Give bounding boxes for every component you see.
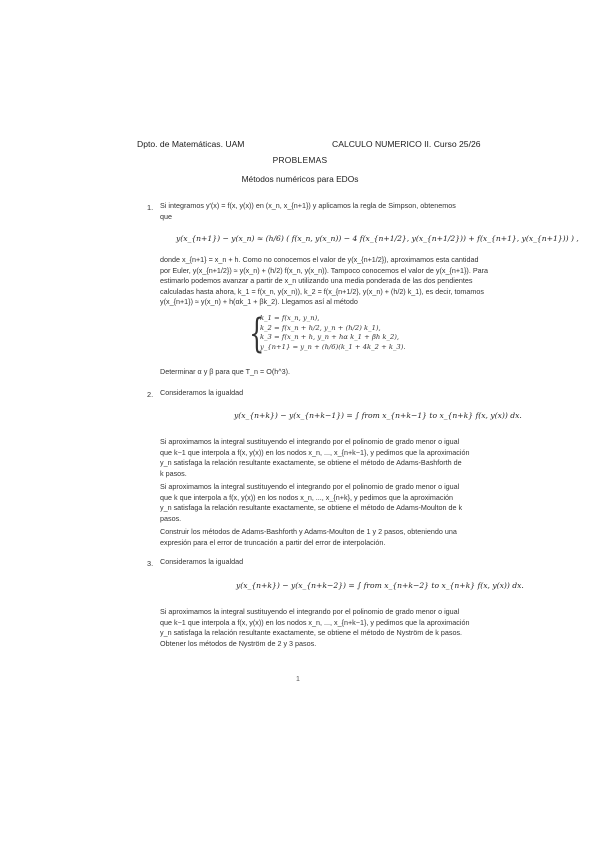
problem-1-explanation bbox=[160, 255, 488, 308]
text-line: que k−1 que interpola a f(x, y(x)) en los nodos x_n, ..., x_{n+k−1}, y pedimos que la aproximación bbox=[160, 617, 470, 627]
text-line: pasos. bbox=[160, 513, 182, 523]
text-line: que k que interpola a f(x, y(x)) en los nodos x_n, ..., x_{n+k}, y pedimos que la aproximación bbox=[160, 492, 454, 502]
text-line: y_n satisfaga la relación resultante exactamente, se obtiene el método de Nyström de k pasos. bbox=[160, 628, 463, 638]
problem-2-paragraph-1 bbox=[160, 437, 469, 479]
text-line: que k−1 que interpola a f(x, y(x)) en los nodos x_n, ..., x_{n+k−1}, y pedimos que la aproximación bbox=[160, 447, 470, 457]
text-line: Obtener los métodos de Nyström de 2 y 3 pasos. bbox=[160, 638, 317, 648]
system-line: k_2 = f(x_n + h/2, y_n + (h/2) k_1), bbox=[260, 323, 381, 332]
text-line: Si aproximamos la integral sustituyendo el integrando por el polinomio de grado menor o igual bbox=[160, 437, 460, 446]
page-number: 1 bbox=[296, 676, 300, 683]
text-line: y_n satisfaga la relación resultante exactamente, se obtiene el método de Adams-Bashforth de bbox=[160, 458, 462, 468]
system-line: y_{n+1} = y_n + (h/6)(k_1 + 4k_2 + k_3). bbox=[260, 342, 406, 351]
problem-2-intro: Consideramos la igualdad bbox=[160, 388, 244, 397]
text-line: donde x_{n+1} = x_n + h. Como no conocemos el valor de y(x_{n+1/2}), aproximamos esta cantidad bbox=[160, 255, 479, 264]
problem-3-equation: y(x_{n+k}) − y(x_{n+k−2}) = ∫ from x_{n+k−2} to x_{n+k} f(x, y(x)) dx. bbox=[236, 581, 524, 590]
problem-2-paragraph-3 bbox=[160, 527, 457, 548]
page-subtitle: Métodos numéricos para EDOs bbox=[241, 174, 359, 184]
problem-1-closing: Determinar α y β para que T_n = O(h^3). bbox=[160, 367, 290, 376]
text-line: que bbox=[160, 211, 172, 221]
page-title: PROBLEMAS bbox=[272, 155, 328, 165]
text-line: expresión para el error de truncación a partir del error de interpolación. bbox=[160, 537, 386, 547]
text-line: calculadas hasta ahora, k_1 = f(x_n, y(x_n)), k_2 = f(x_{n+1/2}, y(x_n) + (h/2) k_1), es decir, tomamos bbox=[160, 286, 484, 296]
problem-3-number: 3. bbox=[147, 559, 154, 568]
problem-1-number: 1. bbox=[147, 203, 154, 212]
problem-3-intro: Consideramos la igualdad bbox=[160, 557, 244, 566]
problem-2-equation: y(x_{n+k}) − y(x_{n+k−1}) = ∫ from x_{n+k−1} to x_{n+k} f(x, y(x)) dx. bbox=[234, 411, 522, 420]
problem-1-system bbox=[260, 314, 406, 352]
text-line: Si integramos y'(x) = f(x, y(x)) en (x_n, x_{n+1}) y aplicamos la regla de Simpson, obtenemos bbox=[160, 201, 456, 210]
problem-2-number: 2. bbox=[147, 390, 154, 399]
header-right: CALCULO NUMERICO II. Curso 25/26 bbox=[332, 139, 481, 149]
system-line: k_1 = f(x_n, y_n), bbox=[260, 314, 320, 322]
problem-2-paragraph-2 bbox=[160, 482, 462, 524]
text-line: Si aproximamos la integral sustituyendo el integrando por el polinomio de grado menor o igual bbox=[160, 482, 460, 491]
problem-1-intro bbox=[160, 201, 456, 222]
text-line: estimarlo podemos avanzar a partir de x_n utilizando una media ponderada de las dos pendientes bbox=[160, 276, 473, 286]
system-brace: { bbox=[249, 311, 265, 357]
text-line: y_n satisfaga la relación resultante exactamente, se obtiene el método de Adams-Moulton de k bbox=[160, 503, 463, 513]
problem-1-equation: y(x_{n+1}) − y(x_n) ≈ (h/6) ( f(x_n, y(x_n)) − 4 f(x_{n+1/2}, y(x_{n+1/2})) + f(x_{n+1}, y(x_{n+1})) ) , bbox=[176, 234, 579, 243]
text-line: k pasos. bbox=[160, 468, 187, 478]
text-line: Si aproximamos la integral sustituyendo el integrando por el polinomio de grado menor o igual bbox=[160, 607, 460, 616]
text-line: Construir los métodos de Adams-Bashforth y Adams-Moulton de 1 y 2 pasos, obteniendo una bbox=[160, 527, 457, 536]
header-left: Dpto. de Matemáticas. UAM bbox=[137, 139, 245, 149]
text-line: por Euler, y(x_{n+1/2}) ≈ y(x_n) + (h/2) f(x_n, y(x_n)). Tampoco conocemos el valor de y(x_{n+1}). Para bbox=[160, 265, 489, 275]
problem-3-paragraph-1 bbox=[160, 607, 469, 649]
text-line: y(x_{n+1}) ≈ y(x_n) + h(αk_1 + βk_2). Llegamos así al método bbox=[160, 297, 358, 307]
system-line: k_3 = f(x_n + h, y_n + hα k_1 + βh k_2), bbox=[260, 333, 400, 342]
